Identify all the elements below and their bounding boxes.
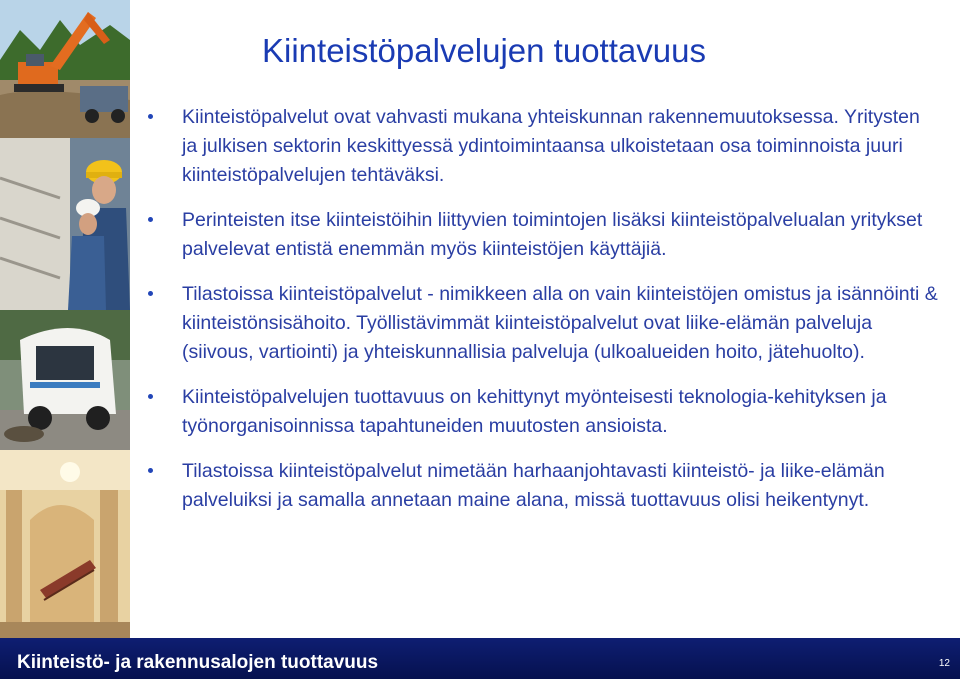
bullet-text: Kiinteistöpalvelujen tuottavuus on kehittynyt myönteisesti teknologia-kehityksen ja työnorganisoinnissa tapahtuneiden muutosten ansioista. xyxy=(182,386,887,437)
bullet-item xyxy=(148,103,938,190)
bullet-item xyxy=(148,280,938,367)
bullet-text: Tilastoissa kiinteistöpalvelut nimetään harhaanjohtavasti kiinteistö- ja liike-elämän palveluiksi ja samalla annetaan maine alana, missä tuottavuus olisi heikentynyt. xyxy=(182,460,885,511)
bullet-text: Perinteisten itse kiinteistöihin liittyvien toimintojen lisäksi kiinteistöpalvelualan yritykset palvelevat entistä enemmän myös kiinteistöjen käyttäjiä. xyxy=(182,209,923,260)
slide-title: Kiinteistöpalvelujen tuottavuus xyxy=(262,32,706,69)
building-lobby-photo xyxy=(0,450,130,638)
bullet-item xyxy=(148,383,938,441)
street-sweeper-photo xyxy=(0,310,130,450)
bullet-list xyxy=(148,103,938,531)
bullet-item xyxy=(148,206,938,264)
page-number: 12 xyxy=(938,658,950,669)
bullet-icon xyxy=(148,114,153,119)
bullet-icon xyxy=(148,217,153,222)
footer-title: Kiinteistö- ja rakennusalojen tuottavuus xyxy=(17,652,379,673)
bullet-icon xyxy=(148,394,153,399)
bullet-icon xyxy=(148,291,153,296)
footer-bar xyxy=(0,638,960,679)
excavator-photo xyxy=(0,0,130,138)
photo-strip xyxy=(0,0,130,638)
bullet-text: Kiinteistöpalvelut ovat vahvasti mukana yhteiskunnan rakennemuutoksessa. Yritysten ja julkisen sektorin keskittyessä ydintoimintaansa ulkoistetaan osa toiminnoista juuri kiinteistöpalvelujen tehtäväksi. xyxy=(182,106,920,186)
construction-workers-photo xyxy=(0,138,130,310)
bullet-icon xyxy=(148,468,153,473)
bullet-item xyxy=(148,457,938,515)
bullet-text: Tilastoissa kiinteistöpalvelut - nimikkeen alla on vain kiinteistöjen omistus ja isännöinti & kiinteistönsisähoito. Työllistävimmät kiinteistöpalvelut ovat liike-elämän palveluja (siivous, vartiointi) ja yhteiskunnallisia palveluja (ulkoalueiden hoito, jätehuolto). xyxy=(182,283,938,363)
